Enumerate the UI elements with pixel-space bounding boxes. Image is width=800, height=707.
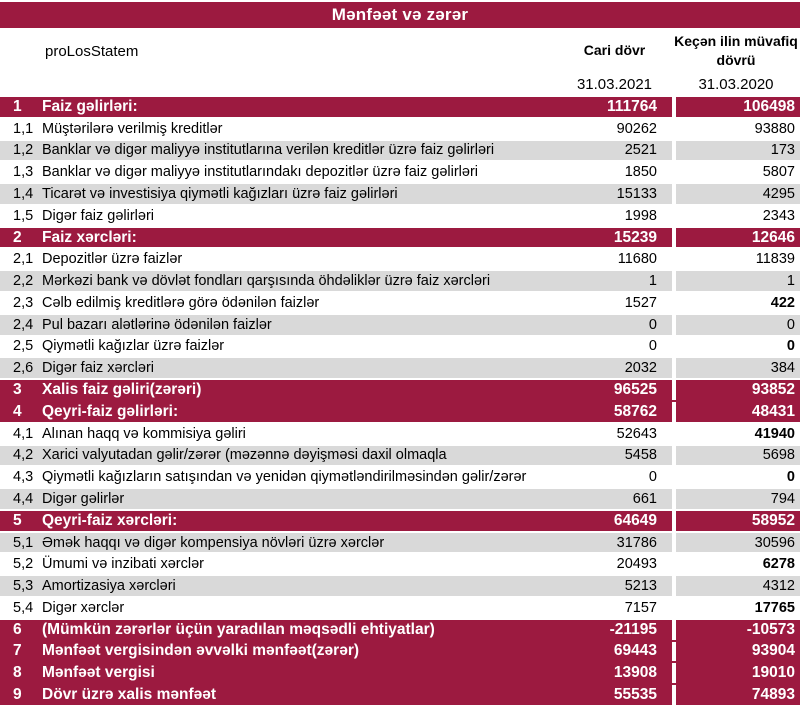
table-row <box>0 533 800 555</box>
table-row <box>0 162 800 184</box>
table-row <box>0 467 800 489</box>
row-label: Qiymətli kağızlar üzrə faizlər <box>42 338 225 355</box>
previous-period-value: 794 <box>672 489 800 509</box>
previous-period-value: 41940 <box>672 424 800 444</box>
row-number: 2,5 <box>13 338 34 355</box>
previous-period-value: 6278 <box>672 554 800 574</box>
row-label: Xalis faiz gəliri(zərəri) <box>42 381 202 399</box>
table-row <box>0 184 800 206</box>
row-number: 1,4 <box>13 186 34 203</box>
previous-period-value: 422 <box>672 293 800 313</box>
current-period-value: 5213 <box>624 578 657 595</box>
row-number: 1,2 <box>13 142 34 159</box>
previous-period-value: 4312 <box>672 576 800 596</box>
current-period-value: 69443 <box>613 642 657 660</box>
row-number: 2,6 <box>13 360 34 377</box>
row-number: 1,3 <box>13 164 34 181</box>
current-period-value: 15133 <box>616 186 657 203</box>
row-label: Digər xərclər <box>42 599 125 616</box>
table-row <box>0 119 800 141</box>
previous-period-value: 1 <box>672 271 800 291</box>
previous-period-value: 2343 <box>672 206 800 226</box>
row-label: Qeyri-faiz gəlirləri: <box>42 402 179 420</box>
header-previous-period-column <box>672 28 800 97</box>
previous-period-value: 0 <box>672 467 800 487</box>
previous-period-value: 4295 <box>672 184 800 204</box>
row-number: 4,1 <box>13 425 34 442</box>
current-period-value: 1998 <box>624 207 657 224</box>
current-period-value: 7157 <box>624 599 657 616</box>
row-label: Digər faiz gəlirləri <box>42 207 155 224</box>
previous-period-title: Keçən ilin müvafiq dövrü <box>674 32 798 68</box>
row-label: Qeyri-faiz xərcləri: <box>42 511 178 529</box>
row-number: 2,3 <box>13 294 34 311</box>
row-number: 6 <box>13 620 22 638</box>
previous-period-date: 31.03.2020 <box>698 75 774 93</box>
table-row <box>0 598 800 620</box>
current-period-value: 5458 <box>624 447 657 464</box>
previous-period-value: 5807 <box>672 162 800 182</box>
current-period-date: 31.03.2021 <box>576 75 653 93</box>
table-row <box>0 315 800 337</box>
current-period-value: 52643 <box>616 425 657 442</box>
current-period-value: 11680 <box>617 251 657 268</box>
row-number: 2,1 <box>13 251 34 268</box>
current-period-value: 15239 <box>613 228 657 246</box>
row-number: 1,1 <box>13 120 34 137</box>
row-number: 2 <box>13 228 22 246</box>
table-row <box>0 249 800 271</box>
previous-period-value: 0 <box>672 315 800 335</box>
row-label: Əmək haqqı və digər kompensiya növləri üzrə xərclər <box>42 534 385 551</box>
header-statement-label: proLosStatem <box>45 43 139 60</box>
row-number: 8 <box>13 664 22 682</box>
section-row <box>0 511 800 533</box>
table-row <box>0 206 800 228</box>
current-period-value: 0 <box>648 338 657 355</box>
row-number: 5,1 <box>13 534 34 551</box>
previous-period-value: 384 <box>672 358 800 378</box>
table-row <box>0 271 800 293</box>
row-label: Amortizasiya xərcləri <box>42 578 176 595</box>
current-period-value: 2521 <box>624 142 657 159</box>
row-number: 4 <box>13 402 22 420</box>
previous-period-value: 11839 <box>672 249 800 269</box>
current-period-value: 0 <box>648 316 657 333</box>
previous-period-value: 0 <box>672 337 800 357</box>
page-title: Mənfəət və zərər <box>331 5 469 24</box>
row-number: 4,4 <box>13 490 34 507</box>
current-period-value: 31786 <box>616 534 657 551</box>
current-period-value: 2032 <box>624 360 657 377</box>
row-number: 4,2 <box>13 447 34 464</box>
row-label: Mənfəət vergisindən əvvəlki mənfəət(zərər) <box>42 642 360 660</box>
table-row <box>0 293 800 315</box>
previous-period-value: -10573 <box>672 620 800 640</box>
row-number: 7 <box>13 642 22 660</box>
table-row <box>0 424 800 446</box>
row-label: Faiz gəlirləri: <box>42 97 138 115</box>
table-row <box>0 554 800 576</box>
row-label: (Mümkün zərərlər üçün yaradılan məqsədli ehtiyatlar) <box>42 620 435 638</box>
current-period-value: 661 <box>632 490 657 507</box>
current-period-value: 13908 <box>613 664 657 682</box>
section-row <box>0 663 800 685</box>
previous-period-value: 74893 <box>672 685 800 705</box>
row-label: Alınan haqq və kommisiya gəliri <box>42 425 246 442</box>
row-label: Dövr üzrə xalis mənfəət <box>42 685 217 703</box>
current-period-value: 64649 <box>613 511 657 529</box>
row-label: Xarici valyutadan gəlir/zərər (məzənnə dəyişməsi daxil olmaqla <box>42 447 447 464</box>
previous-period-value: 93880 <box>672 119 800 139</box>
current-period-value: 58762 <box>613 402 657 420</box>
row-label: Qiymətli kağızların satışından və yenidən qiymətləndirilməsindən gəlir/zərər <box>42 469 527 486</box>
section-row <box>0 620 800 642</box>
row-label: Digər faiz xərcləri <box>42 360 154 377</box>
section-row <box>0 380 800 402</box>
previous-period-value: 30596 <box>672 533 800 553</box>
current-period-value: 111764 <box>606 97 657 115</box>
table-header <box>0 28 800 97</box>
table-row <box>0 141 800 163</box>
row-label: Pul bazarı alətlərinə ödənilən faizlər <box>42 316 272 333</box>
section-row <box>0 642 800 664</box>
row-number: 9 <box>13 685 22 703</box>
current-period-value: 1527 <box>624 294 657 311</box>
row-label: Faiz xərcləri: <box>42 228 137 246</box>
previous-period-value: 173 <box>672 141 800 161</box>
previous-period-value: 106498 <box>672 97 800 117</box>
section-row <box>0 97 800 119</box>
previous-period-value: 93904 <box>672 642 800 662</box>
row-label: Digər gəlirlər <box>42 490 125 507</box>
current-period-value: 90262 <box>616 120 657 137</box>
previous-period-value: 48431 <box>672 402 800 422</box>
row-number: 5,4 <box>13 599 34 616</box>
table-row <box>0 576 800 598</box>
previous-period-value: 5698 <box>672 446 800 466</box>
section-row <box>0 402 800 424</box>
previous-period-value: 58952 <box>672 511 800 531</box>
current-period-value: 1850 <box>624 164 657 181</box>
row-number: 5 <box>13 511 22 529</box>
row-number: 1,5 <box>13 207 34 224</box>
row-number: 5,3 <box>13 578 34 595</box>
current-period-title: Cari dövr <box>583 42 646 59</box>
row-label: Depozitlər üzrə faizlər <box>42 251 183 268</box>
row-label: Cəlb edilmiş kreditlərə görə ödənilən faizlər <box>42 294 320 311</box>
current-period-value: -21195 <box>609 620 657 638</box>
row-label: Banklar və digər maliyyə institutlarındakı depozitlər üzrə faiz gəlirləri <box>42 164 478 181</box>
current-period-value: 0 <box>648 469 657 486</box>
previous-period-value: 19010 <box>672 663 800 683</box>
current-period-value: 20493 <box>616 556 657 573</box>
current-period-value: 55535 <box>613 685 657 703</box>
table-body <box>0 97 800 707</box>
report-title-bar <box>0 2 800 28</box>
row-label: Müştərilərə verilmiş kreditlər <box>42 120 223 137</box>
row-number: 3 <box>13 381 22 399</box>
table-row <box>0 358 800 380</box>
row-number: 5,2 <box>13 556 34 573</box>
section-row <box>0 685 800 707</box>
header-current-period-column <box>557 28 672 97</box>
row-number: 4,3 <box>13 469 34 486</box>
row-label: Mənfəət vergisi <box>42 664 155 682</box>
row-label: Mərkəzi bank və dövlət fondları qarşısında öhdəliklər üzrə faiz xərcləri <box>42 273 491 290</box>
section-row <box>0 228 800 250</box>
row-label: Ticarət və investisiya qiymətli kağızları üzrə faiz gəlirləri <box>42 186 398 203</box>
previous-period-value: 12646 <box>672 228 800 248</box>
row-number: 1 <box>13 97 22 115</box>
table-row <box>0 446 800 468</box>
row-number: 2,2 <box>13 273 34 290</box>
current-period-value: 96525 <box>613 381 657 399</box>
table-row <box>0 337 800 359</box>
current-period-value: 1 <box>648 273 657 290</box>
previous-period-value: 17765 <box>672 598 800 618</box>
previous-period-value: 93852 <box>672 380 800 400</box>
table-row <box>0 489 800 511</box>
row-label: Ümumi və inzibati xərclər <box>42 556 204 573</box>
row-label: Banklar və digər maliyyə institutlarına verilən kreditlər üzrə faiz gəlirləri <box>42 142 495 159</box>
row-number: 2,4 <box>13 316 34 333</box>
